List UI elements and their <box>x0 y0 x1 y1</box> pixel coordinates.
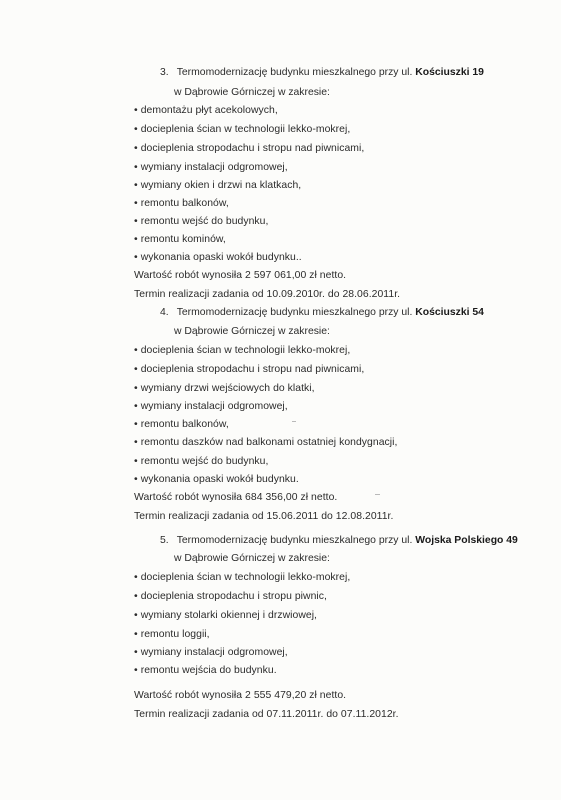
section-3-item: • wymiany instalacji odgromowej, <box>134 161 288 174</box>
section-title: Termomodernizację budynku mieszkalnego przy ul. <box>176 307 413 318</box>
section-3-item: • docieplenia stropodachu i stropu nad piwnicami, <box>134 142 364 155</box>
section-5-value: Wartość robót wynosiła 2 555 479,20 zł netto. <box>134 690 347 701</box>
section-3-item: • remontu balkonów, <box>134 197 229 210</box>
section-4-location: w Dąbrowie Górniczej w zakresie: <box>174 326 330 337</box>
section-3-item: • docieplenia ścian w technologii lekko-mokrej, <box>134 123 350 136</box>
section-5-item: • docieplenia ścian w technologii lekko-mokrej, <box>134 571 350 584</box>
scan-speck <box>292 421 296 422</box>
section-4-heading <box>160 306 484 319</box>
section-3-value: Wartość robót wynosiła 2 597 061,00 zł netto. <box>134 270 347 281</box>
section-4-item: • wykonania opaski wokół budynku. <box>134 473 299 486</box>
section-4-item: • docieplenia stropodachu i stropu nad piwnicami, <box>134 363 364 376</box>
section-3-item: • wymiany okien i drzwi na klatkach, <box>134 179 301 192</box>
section-4-value: Wartość robót wynosiła 684 356,00 zł netto. <box>134 492 338 503</box>
section-3-item: • demontażu płyt acekolowych, <box>134 104 278 117</box>
section-street: Kościuszki 54 <box>415 307 484 318</box>
section-title: Termomodernizację budynku mieszkalnego przy ul. <box>176 535 413 546</box>
section-4-item: • wymiany instalacji odgromowej, <box>134 400 288 413</box>
section-5-term: Termin realizacji zadania od 07.11.2011r. do 07.11.2012r. <box>134 709 399 720</box>
section-3-term: Termin realizacji zadania od 10.09.2010r. do 28.06.2011r. <box>134 289 401 300</box>
section-title: Termomodernizację budynku mieszkalnego przy ul. <box>176 67 413 78</box>
section-5-location: w Dąbrowie Górniczej w zakresie: <box>174 553 330 564</box>
section-4-item: • docieplenia ścian w technologii lekko-mokrej, <box>134 344 350 357</box>
scan-speck <box>375 494 380 495</box>
section-4-item: • wymiany drzwi wejściowych do klatki, <box>134 382 315 395</box>
section-street: Wojska Polskiego 49 <box>415 535 518 546</box>
section-3-item: • remontu kominów, <box>134 233 226 246</box>
section-5-item: • remontu loggii, <box>134 628 210 641</box>
section-5-heading <box>160 534 518 547</box>
section-3-heading <box>160 66 484 79</box>
section-number: 3. <box>160 67 169 78</box>
section-4-item: • remontu balkonów, <box>134 418 229 431</box>
section-5-item: • wymiany instalacji odgromowej, <box>134 646 288 659</box>
section-number: 5. <box>160 535 169 546</box>
section-4-item: • remontu daszków nad balkonami ostatniej kondygnacji, <box>134 436 397 449</box>
section-number: 4. <box>160 307 169 318</box>
section-3-item: • remontu wejść do budynku, <box>134 215 268 228</box>
section-3-item: • wykonania opaski wokół budynku.. <box>134 251 302 264</box>
section-4-item: • remontu wejść do budynku, <box>134 455 268 468</box>
section-street: Kościuszki 19 <box>415 67 484 78</box>
section-3-location: w Dąbrowie Górniczej w zakresie: <box>174 87 330 98</box>
section-4-term: Termin realizacji zadania od 15.06.2011 do 12.08.2011r. <box>134 511 394 522</box>
section-5-item: • wymiany stolarki okiennej i drzwiowej, <box>134 609 317 622</box>
section-5-item: • docieplenia stropodachu i stropu piwnic, <box>134 590 327 603</box>
section-5-item: • remontu wejścia do budynku. <box>134 664 277 677</box>
